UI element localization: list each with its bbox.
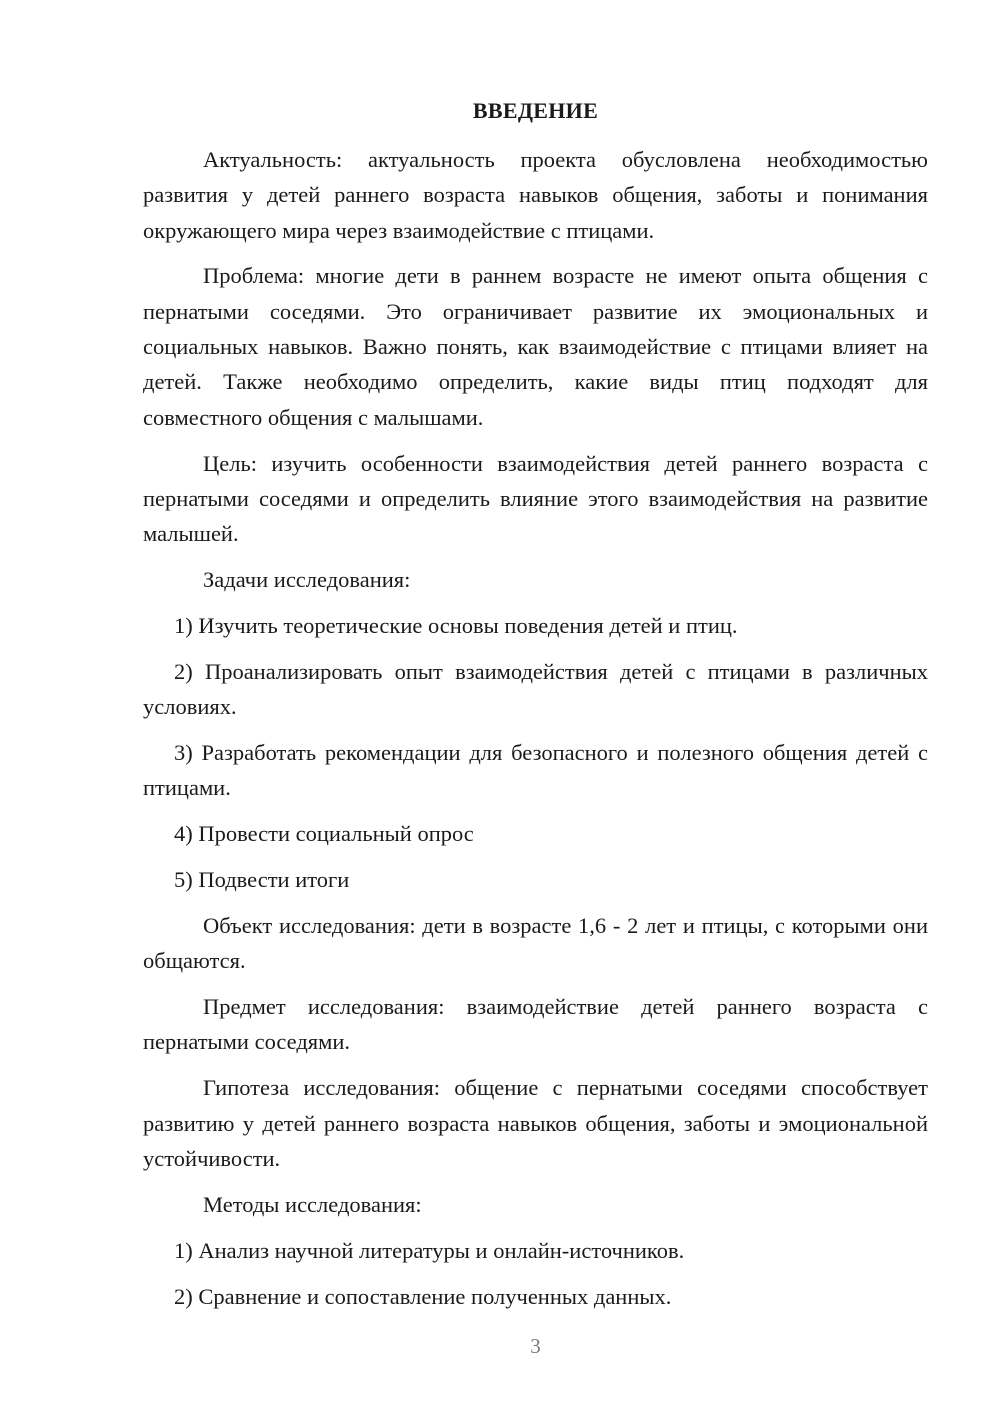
paragraph-goal: Цель: изучить особенности взаимодействия детей раннего возраста с пернатыми соседями и определить влияние этого взаимодействия на развитие малышей. [143,450,928,547]
task-item-5: 5) Подвести итоги [174,867,350,893]
section-title: ВВЕДЕНИЕ [472,98,599,123]
paragraph-relevance: Актуальность: актуальность проекта обусловлена необходимостью развития у детей раннего возраста навыков общения, заботы и понимания окружающего мира через взаимодействие с птицами. [143,147,928,243]
paragraph-tasks-heading: Задачи исследования: [203,567,411,593]
method-item-1: 1) Анализ научной литературы и онлайн-источников. [174,1237,685,1263]
task-item-2: 2) Проанализировать опыт взаимодействия детей с птицами в различных условиях. [143,658,928,720]
paragraph-methods-heading: Методы исследования: [203,1191,422,1217]
paragraph-problem: Проблема: многие дети в раннем возрасте не имеют опыта общения с пернатыми соседями. Это ограничивает развитие их эмоциональных и социальных навыков. Важно понять, как взаимодействие с птицами влияет на детей. Также необходимо определить, какие виды птиц подходят для совместного общения с малышами. [143,263,928,430]
task-item-4: 4) Провести социальный опрос [174,821,474,847]
body-text [143,142,928,1325]
page-number: 3 [530,1334,541,1358]
task-item-1: 1) Изучить теоретические основы поведения детей и птиц. [174,612,738,638]
method-item-2: 2) Сравнение и сопоставление полученных данных. [174,1283,672,1309]
paragraph-subject: Предмет исследования: взаимодействие детей раннего возраста с пернатыми соседями. [143,994,928,1055]
task-item-3: 3) Разработать рекомендации для безопасного и полезного общения детей с птицами. [143,740,928,801]
document-page [143,0,928,1414]
paragraph-object: Объект исследования: дети в возрасте 1,6 - 2 лет и птицы, с которыми они общаются. [143,912,928,974]
paragraph-hypothesis: Гипотеза исследования: общение с пернатыми соседями способствует развитию у детей раннего возраста навыков общения, заботы и эмоциональной устойчивости. [143,1075,928,1171]
